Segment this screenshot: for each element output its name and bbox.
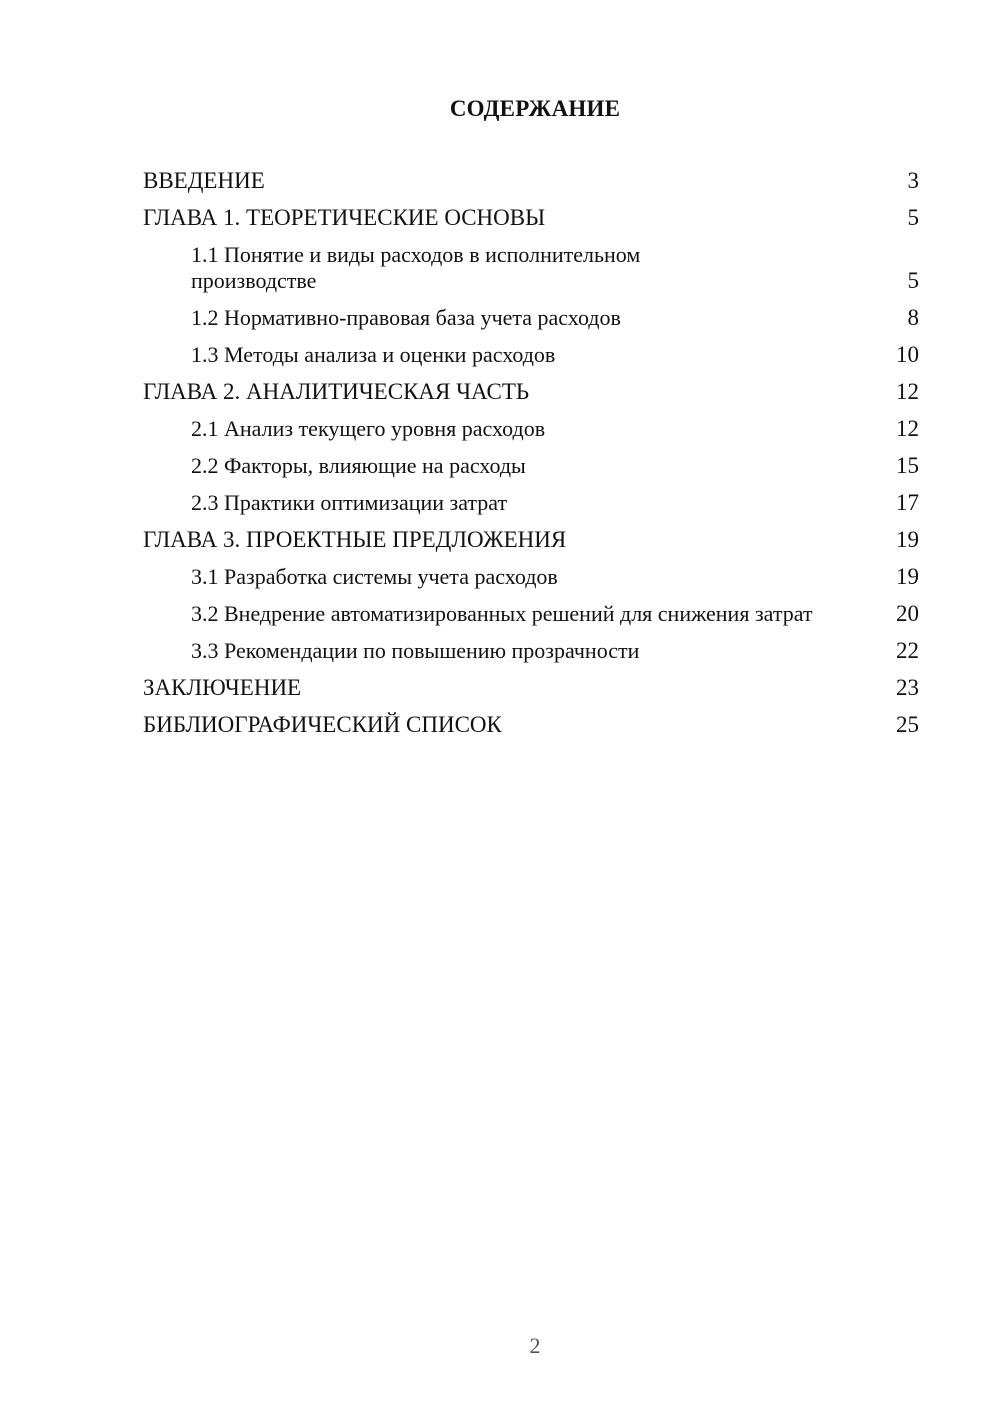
- toc-entry-conclusion[interactable]: [143, 675, 919, 701]
- toc-entry-section-3-2[interactable]: [143, 601, 919, 627]
- toc-entry-label: 3.1 Разработка системы учета расходов: [191, 564, 558, 589]
- toc-entry-label: 1.2 Нормативно-правовая база учета расходов: [191, 305, 621, 330]
- toc-entry-page: 23: [896, 675, 919, 700]
- toc-entry-page: 12: [896, 416, 919, 441]
- toc-entry-page: 19: [896, 527, 919, 552]
- toc-entry-page: 10: [896, 342, 919, 367]
- toc-entry-chapter-2[interactable]: [143, 379, 919, 405]
- toc-entry-page: 8: [907, 305, 919, 330]
- toc-entry-label: 3.2 Внедрение автоматизированных решений для снижения затрат: [191, 601, 813, 626]
- toc-entry-bibliography[interactable]: [143, 712, 919, 738]
- toc-entry-label: 3.3 Рекомендации по повышению прозрачности: [191, 638, 640, 663]
- page-title: СОДЕРЖАНИЕ: [449, 96, 621, 121]
- toc-entry-introduction[interactable]: [143, 168, 919, 194]
- toc-entry-label: ГЛАВА 3. ПРОЕКТНЫЕ ПРЕДЛОЖЕНИЯ: [143, 527, 567, 552]
- toc-entry-label: 2.1 Анализ текущего уровня расходов: [191, 416, 546, 441]
- toc-entry-section-2-1[interactable]: [143, 416, 919, 442]
- toc-entry-label: ГЛАВА 2. АНАЛИТИЧЕСКАЯ ЧАСТЬ: [143, 379, 530, 404]
- toc-entry-label: 2.3 Практики оптимизации затрат: [191, 490, 508, 515]
- toc-entry-chapter-3[interactable]: [143, 527, 919, 553]
- toc-entry-page: 20: [896, 601, 919, 626]
- toc-entry-page: 25: [896, 712, 919, 737]
- page-number: 2: [529, 1333, 541, 1358]
- toc-entry-section-1-2[interactable]: [143, 305, 919, 331]
- toc-entry-label: 2.2 Факторы, влияющие на расходы: [191, 453, 526, 478]
- toc-entry-section-3-3[interactable]: [143, 638, 919, 664]
- toc-entry-page: 15: [896, 453, 919, 478]
- toc-entry-page: 17: [896, 490, 919, 515]
- toc-entry-label: ЗАКЛЮЧЕНИЕ: [143, 675, 302, 700]
- toc-entry-page: 5: [907, 268, 919, 293]
- toc-entry-page: 22: [896, 638, 919, 663]
- toc-entry-label: 1.3 Методы анализа и оценки расходов: [191, 342, 556, 367]
- toc-entry-label: ГЛАВА 1. ТЕОРЕТИЧЕСКИЕ ОСНОВЫ: [143, 205, 546, 230]
- toc-entry-section-1-1[interactable]: [143, 242, 919, 294]
- toc-entry-page: 19: [896, 564, 919, 589]
- toc-entry-label: БИБЛИОГРАФИЧЕСКИЙ СПИСОК: [143, 712, 502, 737]
- toc-entry-section-3-1[interactable]: [143, 564, 919, 590]
- toc-entry-page: 12: [896, 379, 919, 404]
- toc-entry-chapter-1[interactable]: [143, 205, 919, 231]
- toc-entry-section-2-3[interactable]: [143, 490, 919, 516]
- toc-entry-section-1-3[interactable]: [143, 342, 919, 368]
- toc-entry-page: 5: [907, 205, 919, 230]
- toc-entry-label: 1.1 Понятие и виды расходов в исполнительном производстве: [191, 242, 641, 293]
- table-of-contents: [143, 168, 919, 749]
- toc-entry-section-2-2[interactable]: [143, 453, 919, 479]
- toc-entry-label: ВВЕДЕНИЕ: [143, 168, 265, 193]
- toc-entry-page: 3: [907, 168, 919, 193]
